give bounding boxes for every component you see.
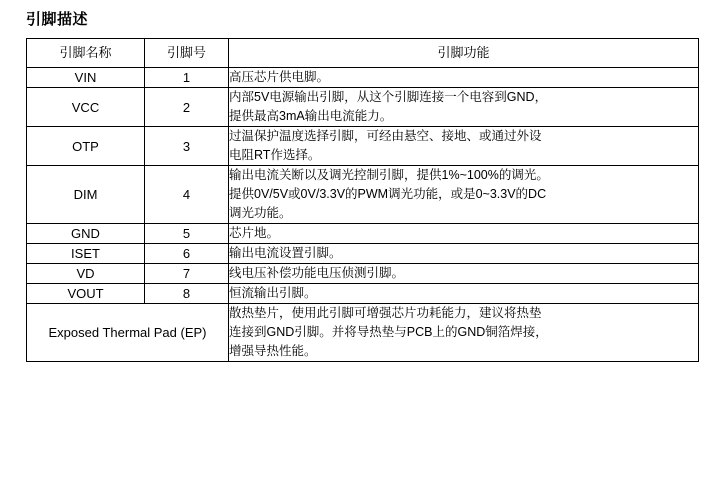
cell-pin-number: 6	[145, 244, 229, 264]
column-header-pin-name: 引脚名称	[27, 39, 145, 68]
cell-pin-name: ISET	[27, 244, 145, 264]
table-row	[27, 264, 699, 284]
cell-pin-function	[229, 284, 699, 304]
cell-pin-function	[229, 68, 699, 88]
table-row	[27, 304, 699, 362]
cell-pin-name: VD	[27, 264, 145, 284]
function-line: 高压芯片供电脚。	[229, 70, 330, 84]
cell-pin-number: 3	[145, 127, 229, 166]
function-line: 输出电流关断以及调光控制引脚，提供1%~100%的调光。	[229, 168, 549, 182]
function-line: 输出电流设置引脚。	[229, 246, 342, 260]
page-title: 引脚描述	[26, 11, 89, 28]
function-line: 增强导热性能。	[229, 344, 317, 358]
function-line: 提供0V/5V或0V/3.3V的PWM调光功能，或是0~3.3V的DC	[229, 187, 547, 201]
function-line: 芯片地。	[229, 226, 280, 240]
column-header-pin-number: 引脚号	[145, 39, 229, 68]
cell-pin-number: 4	[145, 166, 229, 224]
cell-pin-name: GND	[27, 224, 145, 244]
table-row	[27, 68, 699, 88]
function-line: 恒流输出引脚。	[229, 286, 317, 300]
table-row	[27, 127, 699, 166]
function-line: 电阻RT作选择。	[229, 148, 321, 162]
cell-pin-name: DIM	[27, 166, 145, 224]
table-row	[27, 166, 699, 224]
cell-pin-number: 7	[145, 264, 229, 284]
cell-pin-number: 2	[145, 88, 229, 127]
table-header-row	[27, 39, 699, 68]
cell-pin-name: VCC	[27, 88, 145, 127]
cell-pin-function	[229, 304, 699, 362]
table-row	[27, 284, 699, 304]
column-header-pin-function: 引脚功能	[229, 39, 699, 68]
pin-description-table	[26, 38, 699, 362]
function-line: 散热垫片，使用此引脚可增强芯片功耗能力，建议将热垫	[229, 306, 542, 320]
cell-pin-function	[229, 88, 699, 127]
function-line: 线电压补偿功能电压侦测引脚。	[229, 266, 405, 280]
cell-pin-function	[229, 264, 699, 284]
cell-pin-name: VOUT	[27, 284, 145, 304]
function-line: 内部5V电源输出引脚，从这个引脚连接一个电容到GND，	[229, 90, 548, 104]
cell-pin-name: Exposed Thermal Pad (EP)	[27, 304, 229, 362]
cell-pin-function	[229, 224, 699, 244]
function-line: 调光功能。	[229, 206, 292, 220]
function-line: 提供最高3mA输出电流能力。	[229, 109, 393, 123]
function-line: 过温保护温度选择引脚，可经由悬空、接地、或通过外设	[229, 129, 542, 143]
cell-pin-number: 8	[145, 284, 229, 304]
table-row	[27, 244, 699, 264]
table-row	[27, 224, 699, 244]
cell-pin-number: 5	[145, 224, 229, 244]
cell-pin-number: 1	[145, 68, 229, 88]
cell-pin-name: OTP	[27, 127, 145, 166]
cell-pin-function	[229, 166, 699, 224]
cell-pin-function	[229, 244, 699, 264]
function-line: 连接到GND引脚。并将导热垫与PCB上的GND铜箔焊接，	[229, 325, 548, 339]
table-row	[27, 88, 699, 127]
cell-pin-name: VIN	[27, 68, 145, 88]
cell-pin-function	[229, 127, 699, 166]
